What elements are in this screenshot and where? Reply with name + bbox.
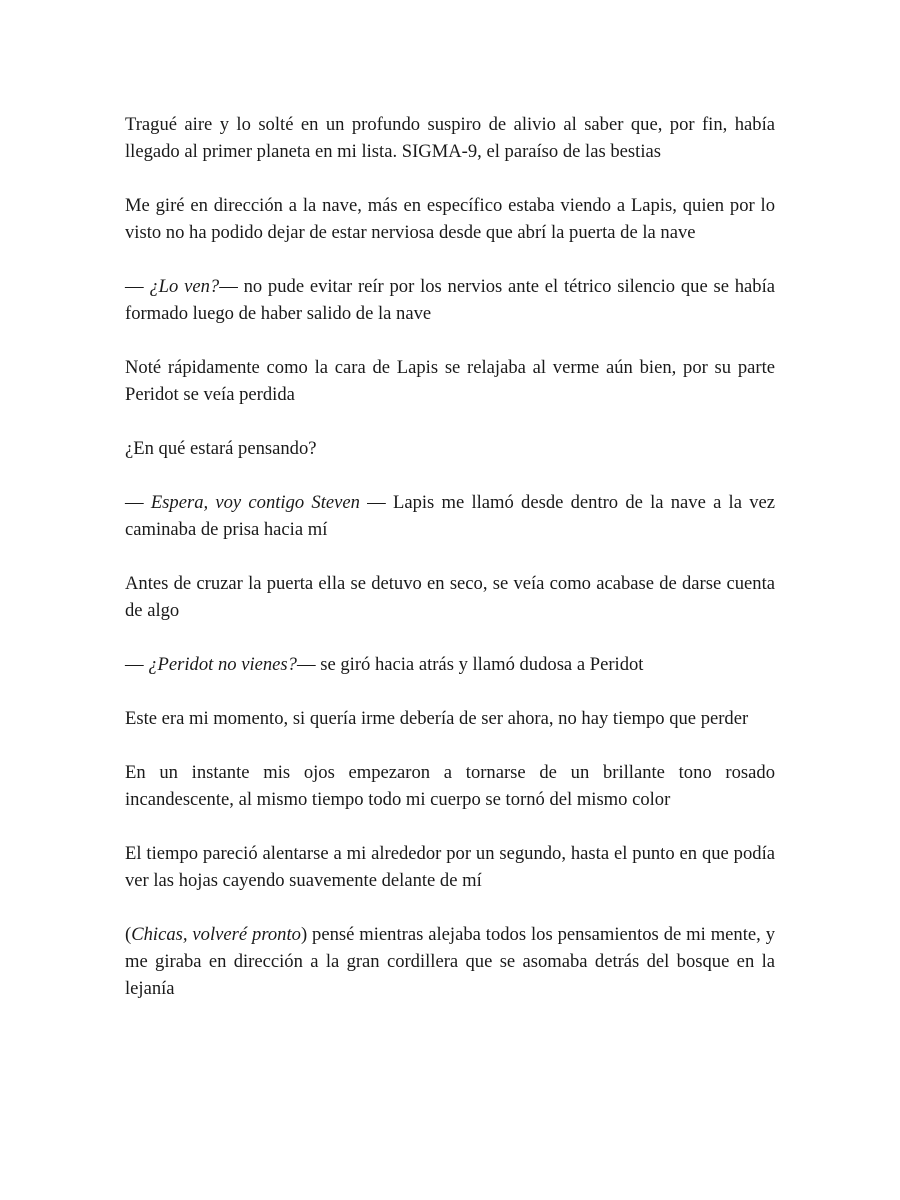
- paragraph-7: [125, 570, 775, 624]
- paragraph-2: [125, 192, 775, 246]
- paragraph-5: [125, 435, 775, 462]
- document-page: [125, 111, 775, 1029]
- thought-text: Chicas, volveré pronto: [131, 924, 301, 945]
- paragraph-text: Antes de cruzar la puerta ella se detuvo en seco, se veía como acabase de darse cuenta de algo: [125, 573, 775, 621]
- dialogue-dash-close: —: [219, 276, 244, 297]
- dialogue-dash-close: —: [359, 492, 393, 513]
- dialogue-speech: ¿Peridot no vienes?: [148, 654, 297, 675]
- paragraph-text: ¿En qué estará pensando?: [125, 438, 317, 459]
- paragraph-6-dialogue: [125, 489, 775, 543]
- paragraph-text: El tiempo pareció alentarse a mi alrededor por un segundo, hasta el punto en que podía ver las hojas cayendo suavemente delante de mí: [125, 843, 775, 891]
- paragraph-12-thought: [125, 921, 775, 1002]
- paragraph-8-dialogue: [125, 651, 775, 678]
- paragraph-4: [125, 354, 775, 408]
- dialogue-rest: Lapis me llamó desde dentro de la nave a la vez caminaba de prisa hacia mí: [125, 492, 775, 540]
- dialogue-speech: Espera, voy contigo Steven: [150, 492, 360, 513]
- dialogue-rest: se giró hacia atrás y llamó dudosa a Peridot: [320, 654, 644, 675]
- dialogue-dash-close: —: [296, 654, 321, 675]
- paragraph-text: Me giré en dirección a la nave, más en específico estaba viendo a Lapis, quien por lo visto no ha podido dejar de estar nerviosa desde que abrí la puerta de la nave: [125, 195, 775, 243]
- paragraph-11: [125, 840, 775, 894]
- paragraph-text: Noté rápidamente como la cara de Lapis se relajaba al verme aún bien, por su parte Peridot se veía perdida: [125, 357, 775, 405]
- paragraph-9: [125, 705, 775, 732]
- dialogue-dash-open: —: [125, 492, 151, 513]
- dialogue-speech: ¿Lo ven?: [149, 276, 220, 297]
- paragraph-10: [125, 759, 775, 813]
- thought-paren-close: ): [300, 924, 308, 945]
- paragraph-1: [125, 111, 775, 165]
- dialogue-dash-open: —: [125, 276, 150, 297]
- dialogue-dash-open: —: [125, 654, 149, 675]
- paragraph-text: Este era mi momento, si quería irme debería de ser ahora, no hay tiempo que perder: [125, 708, 749, 729]
- paragraph-text: En un instante mis ojos empezaron a tornarse de un brillante tono rosado incandescente, al mismo tiempo todo mi cuerpo se tornó del mismo color: [125, 762, 775, 810]
- dialogue-rest: no pude evitar reír por los nervios ante el tétrico silencio que se había formado luego de haber salido de la nave: [125, 276, 775, 324]
- paragraph-3-dialogue: [125, 273, 775, 327]
- thought-paren-open: (: [125, 924, 132, 945]
- paragraph-text: Tragué aire y lo solté en un profundo suspiro de alivio al saber que, por fin, había llegado al primer planeta en mi lista. SIGMA-9, el paraíso de las bestias: [125, 114, 775, 162]
- thought-rest: pensé mientras alejaba todos los pensamientos de mi mente, y me giraba en dirección a la gran cordillera que se asomaba detrás del bosque en la lejanía: [125, 924, 775, 999]
